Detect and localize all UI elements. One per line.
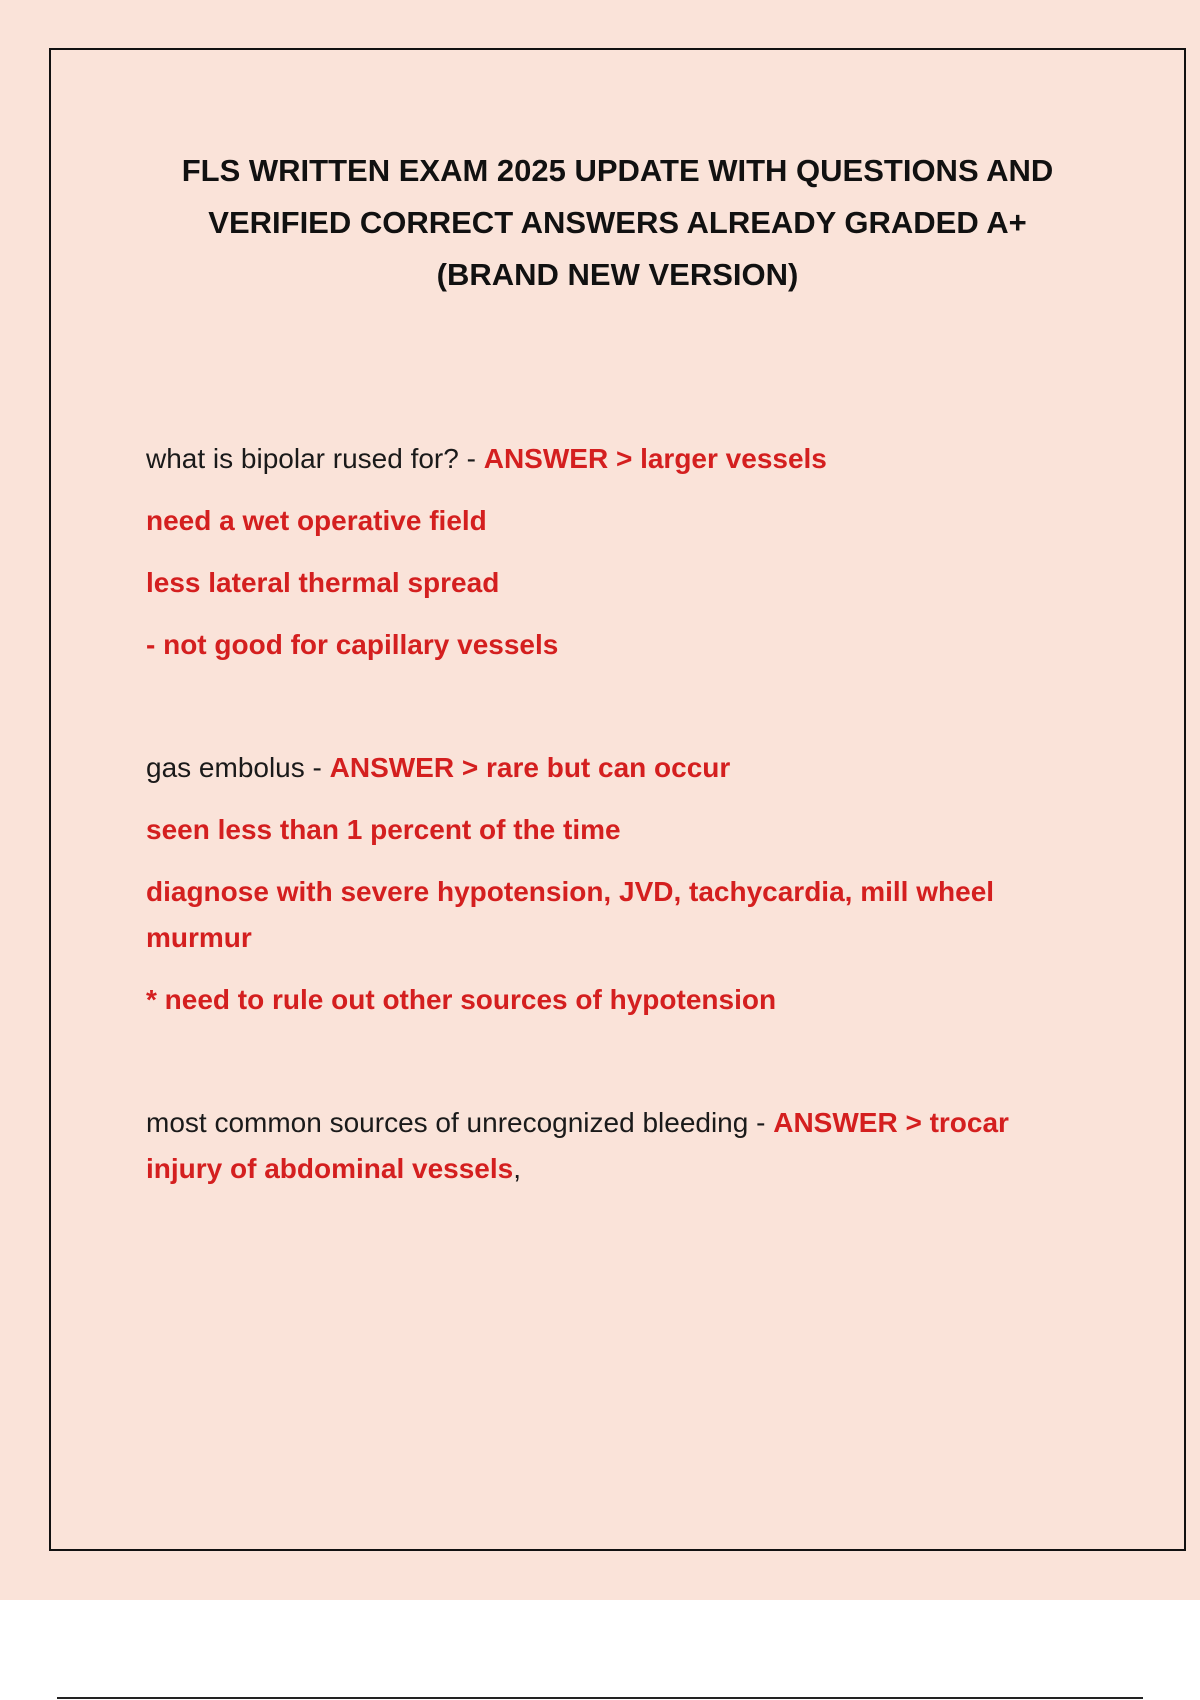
answer-line: need a wet operative field [146,505,487,536]
qa-item-gas-embolus [146,745,1046,1039]
qa-item-unrecognized-bleeding [146,1100,1046,1208]
answer-line: less lateral thermal spread [146,567,500,598]
answer-line: * need to rule out other sources of hypotension [146,984,777,1015]
answer-line: seen less than 1 percent of the time [146,814,621,845]
question-text: what is bipolar rused for? - [146,443,484,474]
qa-question-line [146,436,1046,482]
document-title: FLS WRITTEN EXAM 2025 UPDATE WITH QUESTIONS AND VERIFIED CORRECT ANSWERS ALREADY GRADED A+ (BRAND NEW VERSION) [181,153,1054,292]
question-text: most common sources of unrecognized bleeding - [146,1107,774,1138]
qa-item-bipolar [146,436,1046,684]
trailing-comma: , [513,1153,522,1184]
answer-text: ANSWER > rare but can occur [329,752,731,783]
answer-text: ANSWER > trocar injury of abdominal vessels [146,1107,1009,1184]
footer-rule [57,1697,1143,1699]
answer-line: - not good for capillary vessels [146,629,559,660]
question-text: gas embolus - [146,752,330,783]
qa-question-line [146,1100,1046,1192]
answer-text: ANSWER > larger vessels [483,443,827,474]
answer-line: diagnose with severe hypotension, JVD, tachycardia, mill wheel murmur [146,876,995,953]
qa-question-line [146,745,1046,791]
